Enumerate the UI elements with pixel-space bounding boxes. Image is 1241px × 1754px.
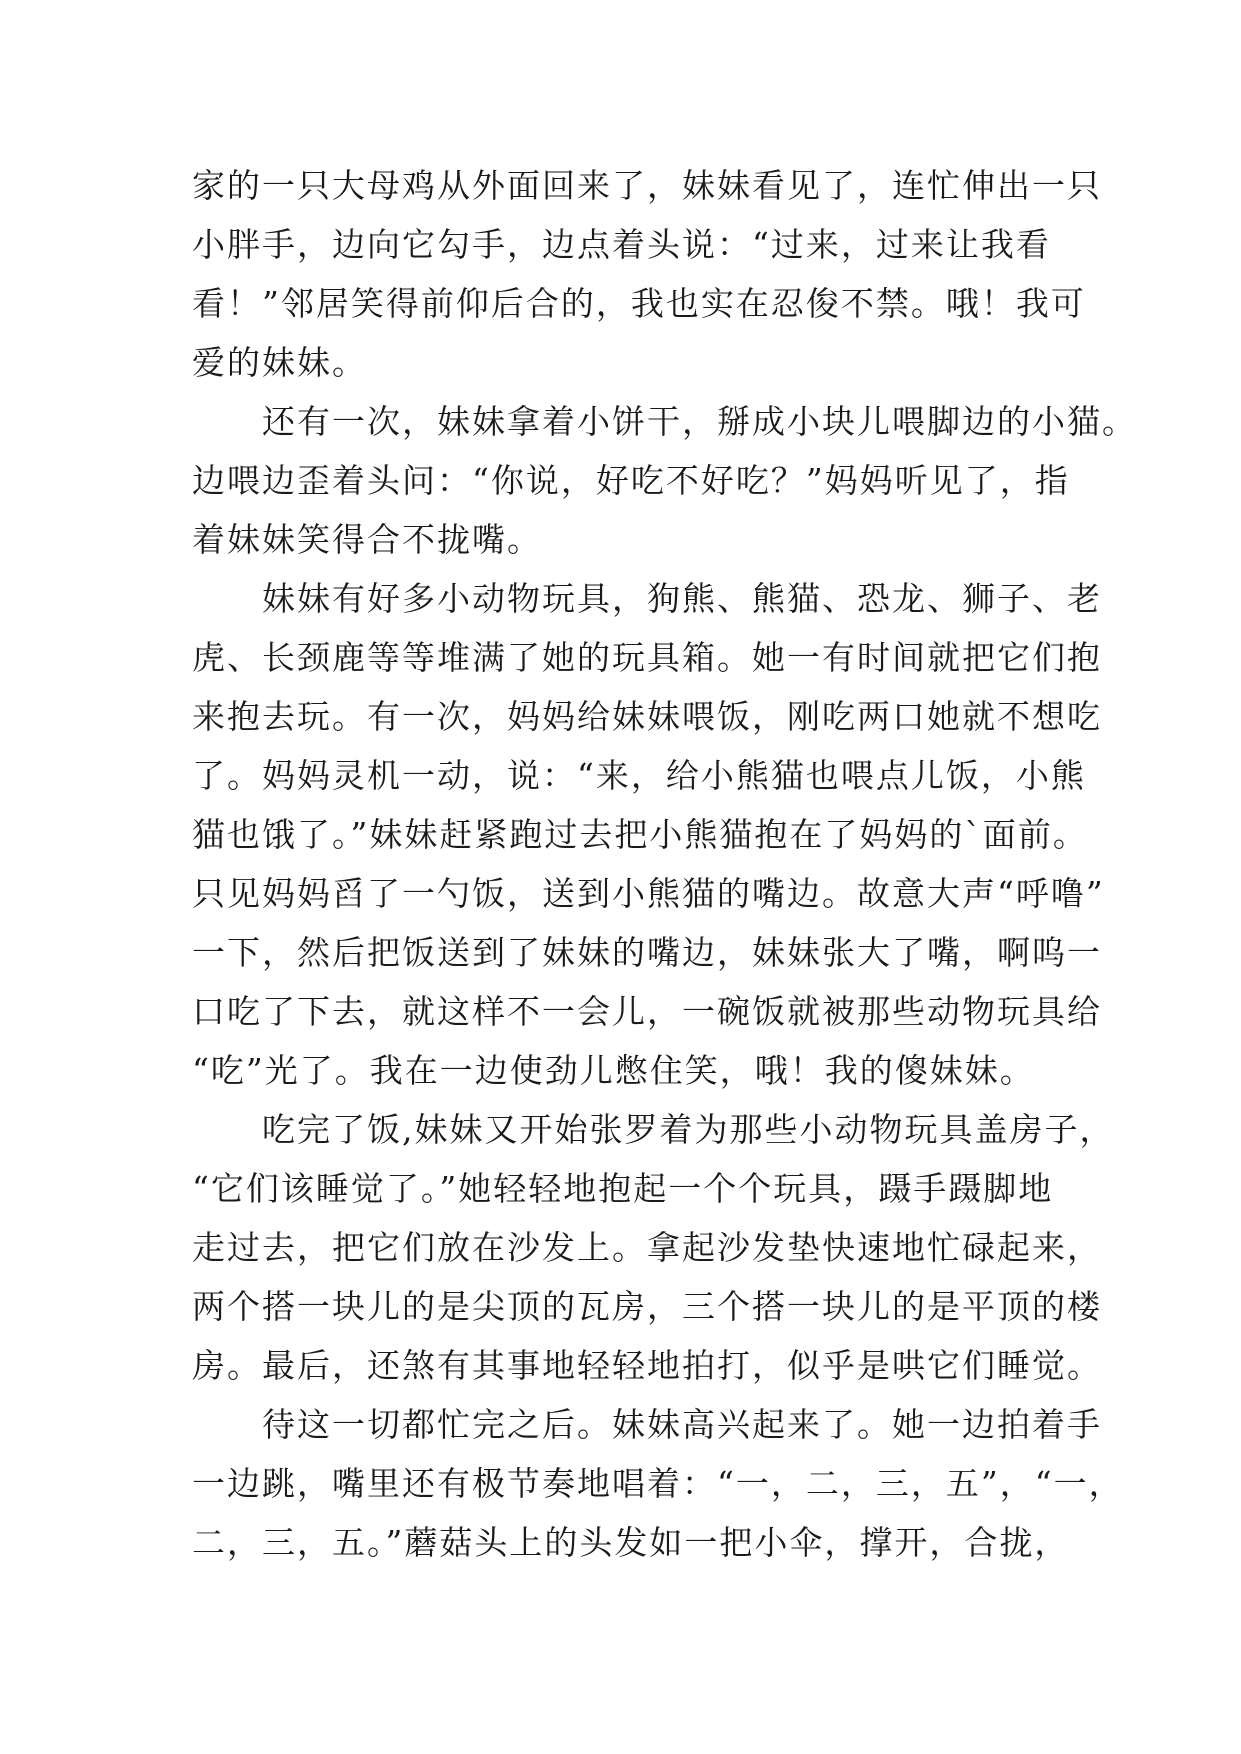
text-line: 走过去，把它们放在沙发上。拿起沙发垫快速地忙碌起来，	[192, 1228, 1102, 1267]
text-line: 口吃了下去，就这样不一会儿，一碗饭就被那些动物玩具给	[192, 992, 1102, 1031]
article-body	[192, 156, 1137, 1572]
text-line: 来抱去玩。有一次，妈妈给妹妹喂饭，刚吃两口她就不想吃	[192, 697, 1102, 736]
text-line: 待这一切都忙完之后。妹妹高兴起来了。她一边拍着手	[192, 1405, 1102, 1444]
text-line: 只见妈妈舀了一勺饭，送到小熊猫的嘴边。故意大声“呼噜”	[192, 874, 1105, 913]
text-line: 二，三，五。”蘑菇头上的头发如一把小伞，撑开，合拢，	[192, 1523, 1070, 1562]
text-line: 家的一只大母鸡从外面回来了，妹妹看见了，连忙伸出一只	[192, 166, 1102, 205]
text-line: 一边跳，嘴里还有极节奏地唱着：“一，二，三，五”，“一，	[192, 1464, 1124, 1503]
text-line: 妹妹有好多小动物玩具，狗熊、熊猫、恐龙、狮子、老	[192, 579, 1102, 618]
text-line: “吃”光了。我在一边使劲儿憋住笑，哦！我的傻妹妹。	[192, 1051, 1035, 1090]
text-line: 两个搭一块儿的是尖顶的瓦房，三个搭一块儿的是平顶的楼	[192, 1287, 1102, 1326]
text-line: 虎、长颈鹿等等堆满了她的玩具箱。她一有时间就把它们抱	[192, 638, 1102, 677]
text-line: “它们该睡觉了。”她轻轻地抱起一个个玩具，蹑手蹑脚地	[192, 1169, 1054, 1208]
text-line: 还有一次，妹妹拿着小饼干，掰成小块儿喂脚边的小猫。	[192, 402, 1137, 441]
text-line: 着妹妹笑得合不拢嘴。	[192, 520, 542, 559]
text-line: 小胖手，边向它勾手，边点着头说：“过来，过来让我看	[192, 225, 1051, 264]
text-line: 爱的妹妹。	[192, 343, 367, 382]
text-line: 了。妈妈灵机一动，说：“来，给小熊猫也喂点儿饭，小熊	[192, 756, 1086, 795]
text-line: 房。最后，还煞有其事地轻轻地拍打，似乎是哄它们睡觉。	[192, 1346, 1102, 1385]
text-line: 猫也饿了。”妹妹赶紧跑过去把小熊猫抱在了妈妈的`面前。	[192, 815, 1088, 854]
text-line: 吃完了饭,妹妹又开始张罗着为那些小动物玩具盖房子，	[192, 1110, 1115, 1149]
text-line: 一下，然后把饭送到了妹妹的嘴边，妹妹张大了嘴，啊呜一	[192, 933, 1102, 972]
text-line: 边喂边歪着头问：“你说，好吃不好吃？”妈妈听见了，指	[192, 461, 1070, 500]
text-line: 看！”邻居笑得前仰后合的，我也实在忍俊不禁。哦！我可	[192, 284, 1086, 323]
